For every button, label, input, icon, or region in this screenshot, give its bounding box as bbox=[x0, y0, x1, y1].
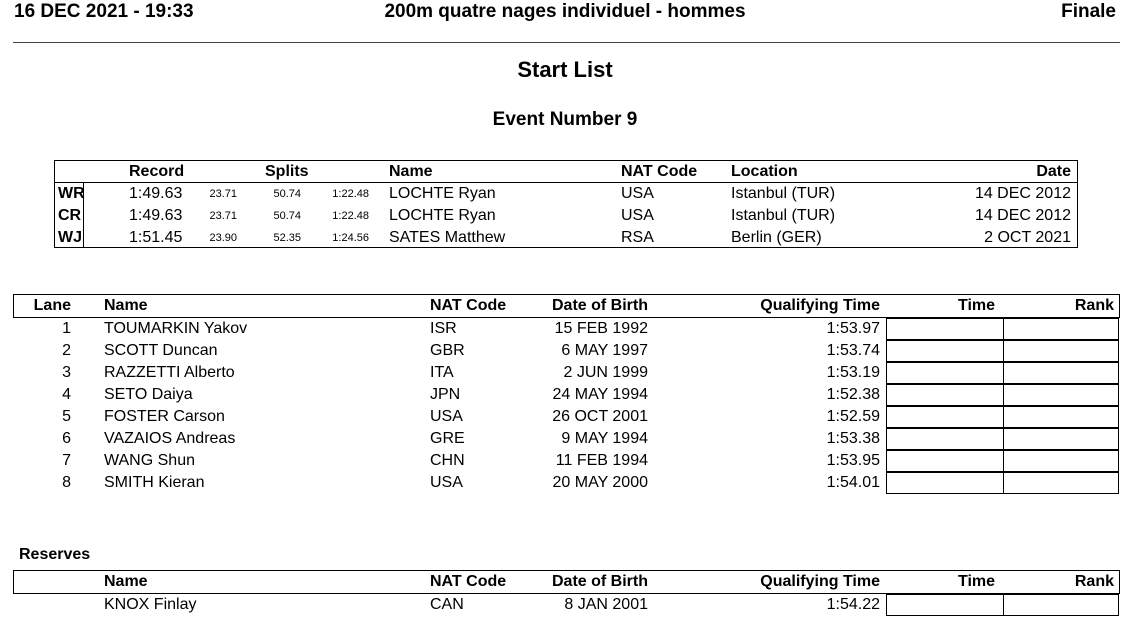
qualifying-time: 1:53.95 bbox=[826, 452, 880, 469]
record-split-3: 1:24.56 bbox=[332, 232, 369, 244]
swimmer-name: RAZZETTI Alberto bbox=[104, 364, 235, 381]
swimmer-name: TOUMARKIN Yakov bbox=[104, 320, 248, 337]
start-list-header-nat: NAT Code bbox=[430, 297, 507, 314]
record-split-3: 1:22.48 bbox=[332, 188, 369, 200]
date-of-birth: 9 MAY 1994 bbox=[561, 430, 648, 447]
date-of-birth: 20 MAY 2000 bbox=[552, 474, 648, 491]
date-of-birth: 26 OCT 2001 bbox=[552, 408, 648, 425]
reserves-header-rank: Rank bbox=[1074, 573, 1114, 590]
lane-number: 3 bbox=[62, 364, 71, 381]
records-header-name: Name bbox=[389, 163, 433, 180]
record-time: 1:51.45 bbox=[129, 229, 183, 246]
result-boxes bbox=[886, 428, 1119, 450]
record-split-1: 23.71 bbox=[209, 210, 237, 222]
records-header-date: Date bbox=[1036, 163, 1071, 180]
lane-number: 5 bbox=[62, 408, 71, 425]
date-of-birth: 6 MAY 1997 bbox=[561, 342, 648, 359]
record-split-1: 23.90 bbox=[209, 232, 237, 244]
reserves-header-name: Name bbox=[104, 573, 148, 590]
records-header-location: Location bbox=[731, 163, 798, 180]
result-boxes bbox=[886, 450, 1119, 472]
reserves-right-edge bbox=[1119, 570, 1120, 594]
header-event-name: 200m quatre nages individuel - hommes bbox=[384, 1, 746, 22]
result-boxes bbox=[886, 340, 1119, 362]
qualifying-time: 1:53.38 bbox=[826, 430, 880, 447]
record-date: 2 OCT 2021 bbox=[984, 229, 1071, 246]
record-split-2: 52.35 bbox=[273, 232, 301, 244]
nat-code: JPN bbox=[430, 386, 461, 403]
start-list-header-qt: Qualifying Time bbox=[760, 297, 880, 314]
result-boxes bbox=[886, 362, 1119, 384]
date-of-birth: 15 FEB 1992 bbox=[554, 320, 648, 337]
qualifying-time: 1:54.01 bbox=[826, 474, 880, 491]
start-list-header-rank: Rank bbox=[1074, 297, 1114, 314]
reserves-left-edge bbox=[13, 570, 14, 594]
swimmer-name: WANG Shun bbox=[104, 452, 195, 469]
swimmer-name: SCOTT Duncan bbox=[104, 342, 218, 359]
qualifying-time: 1:52.38 bbox=[826, 386, 880, 403]
lane-number: 7 bbox=[62, 452, 71, 469]
record-nat: USA bbox=[621, 185, 654, 202]
record-nat: RSA bbox=[621, 229, 654, 246]
nat-code: GBR bbox=[430, 342, 465, 359]
header-phase: Finale bbox=[1061, 1, 1116, 22]
nat-code: USA bbox=[430, 474, 463, 491]
start-list-left-edge bbox=[13, 294, 14, 318]
swimmer-name: KNOX Finlay bbox=[104, 596, 197, 613]
nat-code: CHN bbox=[430, 452, 465, 469]
result-boxes bbox=[886, 318, 1119, 340]
lane-number: 2 bbox=[62, 342, 71, 359]
record-split-2: 50.74 bbox=[273, 210, 301, 222]
record-location: Berlin (GER) bbox=[731, 229, 822, 246]
record-location: Istanbul (TUR) bbox=[731, 207, 836, 224]
records-header-nat: NAT Code bbox=[621, 163, 698, 180]
date-of-birth: 24 MAY 1994 bbox=[552, 386, 648, 403]
start-list-header-name: Name bbox=[104, 297, 148, 314]
start-list-header-dob: Date of Birth bbox=[552, 297, 648, 314]
reserves-header-time: Time bbox=[958, 573, 996, 590]
record-date: 14 DEC 2012 bbox=[974, 185, 1071, 202]
nat-code: ITA bbox=[430, 364, 454, 381]
page-title: Start List bbox=[517, 57, 613, 82]
record-time: 1:49.63 bbox=[129, 185, 183, 202]
qualifying-time: 1:52.59 bbox=[826, 408, 880, 425]
result-boxes bbox=[886, 406, 1119, 428]
qualifying-time: 1:53.97 bbox=[826, 320, 880, 337]
header-divider bbox=[13, 42, 1120, 43]
reserves-header-dob: Date of Birth bbox=[552, 573, 648, 590]
qualifying-time: 1:53.19 bbox=[826, 364, 880, 381]
date-of-birth: 2 JUN 1999 bbox=[563, 364, 648, 381]
start-list-header-lane: Lane bbox=[33, 297, 71, 314]
record-nat: USA bbox=[621, 207, 654, 224]
start-list-header-time: Time bbox=[958, 297, 996, 314]
lane-number: 6 bbox=[62, 430, 71, 447]
lane-number: 8 bbox=[62, 474, 71, 491]
swimmer-name: FOSTER Carson bbox=[104, 408, 225, 425]
nat-code: ISR bbox=[430, 320, 457, 337]
records-header-divider bbox=[55, 182, 1077, 183]
result-boxes bbox=[886, 594, 1119, 616]
header-datetime: 16 DEC 2021 - 19:33 bbox=[14, 1, 194, 22]
record-name: LOCHTE Ryan bbox=[389, 185, 496, 202]
record-split-3: 1:22.48 bbox=[332, 210, 369, 222]
record-split-2: 50.74 bbox=[273, 188, 301, 200]
nat-code: GRE bbox=[430, 430, 465, 447]
record-date: 14 DEC 2012 bbox=[974, 207, 1071, 224]
event-number: Event Number 9 bbox=[492, 109, 638, 130]
lane-number: 1 bbox=[62, 320, 71, 337]
record-time: 1:49.63 bbox=[129, 207, 183, 224]
record-code: CR bbox=[58, 207, 82, 224]
record-split-1: 23.71 bbox=[209, 188, 237, 200]
records-header-record: Record bbox=[129, 163, 185, 180]
swimmer-name: SMITH Kieran bbox=[104, 474, 205, 491]
result-boxes bbox=[886, 472, 1119, 494]
start-list-right-edge bbox=[1119, 294, 1120, 318]
lane-number: 4 bbox=[62, 386, 71, 403]
record-location: Istanbul (TUR) bbox=[731, 185, 836, 202]
qualifying-time: 1:54.22 bbox=[826, 596, 880, 613]
nat-code: USA bbox=[430, 408, 463, 425]
swimmer-name: VAZAIOS Andreas bbox=[104, 430, 236, 447]
result-boxes bbox=[886, 384, 1119, 406]
reserves-header-qt: Qualifying Time bbox=[760, 573, 880, 590]
date-of-birth: 11 FEB 1994 bbox=[555, 452, 648, 469]
swimmer-name: SETO Daiya bbox=[104, 386, 193, 403]
record-code: WJ bbox=[58, 229, 82, 246]
record-code: WR bbox=[58, 185, 85, 202]
reserves-label: Reserves bbox=[19, 546, 91, 563]
date-of-birth: 8 JAN 2001 bbox=[564, 596, 648, 613]
records-header-splits: Splits bbox=[265, 163, 309, 180]
records-table bbox=[54, 160, 1078, 248]
record-name: SATES Matthew bbox=[389, 229, 506, 246]
record-name: LOCHTE Ryan bbox=[389, 207, 496, 224]
nat-code: CAN bbox=[430, 596, 464, 613]
qualifying-time: 1:53.74 bbox=[826, 342, 880, 359]
reserves-header-nat: NAT Code bbox=[430, 573, 507, 590]
